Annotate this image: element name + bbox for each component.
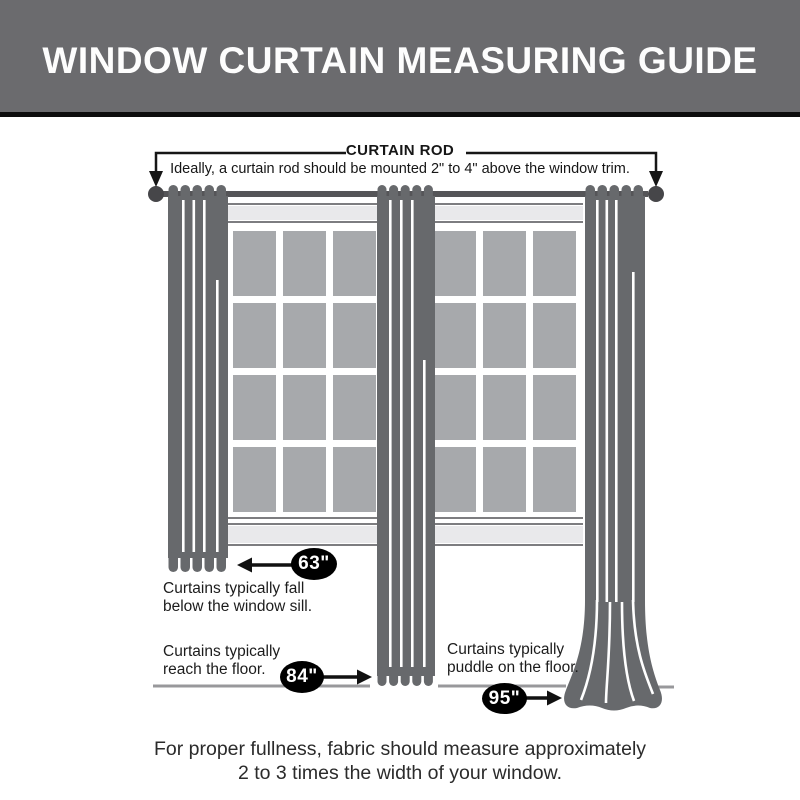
length-badge-63: 63" [291,548,337,580]
note-puddle [447,641,579,676]
page-title: WINDOW CURTAIN MEASURING GUIDE [42,40,758,81]
curtain-panel-center [377,185,435,686]
note-puddle-line1: Curtains typically [447,641,565,658]
measure-arrow-84 [323,670,372,685]
fullness-caption-line1: For proper fullness, fabric should measure approximately [153,738,647,760]
curtain-panel-left [168,185,228,572]
length-badge-84: 84" [280,661,324,693]
measure-arrow-95 [526,691,562,706]
note-floor-line1: Curtains typically [163,643,281,660]
note-floor [163,643,280,678]
rod-finial-right [648,186,664,202]
fullness-caption [0,737,800,785]
note-sill [163,580,312,615]
measure-arrow-63 [237,558,294,573]
note-puddle-line2: puddle on the floor. [447,658,579,676]
length-badge-95: 95" [482,683,527,714]
rod-finial-left [148,186,164,202]
note-floor-line2: reach the floor. [163,660,266,678]
note-sill-line2: below the window sill. [163,597,313,615]
fullness-caption-line2: 2 to 3 times the width of your window. [237,762,563,784]
note-sill-line1: Curtains typically fall [163,580,305,597]
rod-note: Ideally, a curtain rod should be mounted 2" to 4" above the window trim. [170,161,630,177]
rod-label: CURTAIN ROD [345,142,455,159]
